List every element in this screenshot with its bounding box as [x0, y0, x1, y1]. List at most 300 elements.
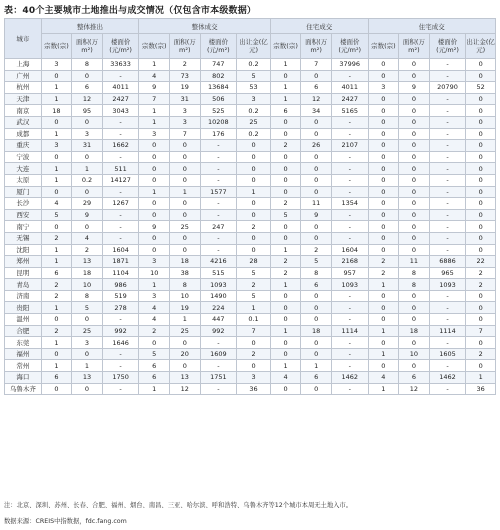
table-cell: 9	[399, 82, 430, 94]
table-cell: -	[102, 232, 139, 244]
table-cell: 0.2	[237, 128, 271, 140]
table-title: 表：40个主要城市土地推出与成交情况（仅包含市本级数据）	[4, 6, 257, 16]
table-cell: 0	[139, 163, 170, 175]
table-cell: 0	[466, 360, 496, 372]
table-cell: 1	[169, 314, 200, 326]
table-cell: 3	[237, 93, 271, 105]
table-cell: 1104	[102, 267, 139, 279]
table-cell: 6	[301, 82, 332, 94]
table-cell: 2107	[331, 140, 368, 152]
table-cell: 13	[169, 372, 200, 384]
table-cell: 0	[466, 314, 496, 326]
table-cell: 525	[200, 105, 237, 117]
table-cell: 1	[41, 302, 72, 314]
table-row	[5, 232, 496, 244]
table-cell: 0	[399, 151, 430, 163]
header-count: 宗数(宗)	[368, 34, 399, 59]
table-cell: 0	[399, 302, 430, 314]
table-cell: 25	[169, 325, 200, 337]
city-cell: 南宁	[5, 221, 42, 233]
table-cell: 5165	[331, 105, 368, 117]
table-cell: -	[200, 140, 237, 152]
table-cell: 0	[270, 221, 301, 233]
city-cell: 沈阳	[5, 244, 42, 256]
table-row	[5, 383, 496, 395]
table-cell: 2	[237, 348, 271, 360]
table-cell: 31	[72, 140, 103, 152]
table-cell: 4	[368, 372, 399, 384]
table-cell: 3	[139, 290, 170, 302]
table-cell: 4011	[331, 82, 368, 94]
table-cell: 5	[72, 302, 103, 314]
table-cell: 7	[169, 128, 200, 140]
table-cell: 1	[270, 244, 301, 256]
table-cell: 2	[466, 267, 496, 279]
table-cell: -	[200, 198, 237, 210]
table-cell: 0	[41, 186, 72, 198]
data-source: 数据来源：CREIS中指数据，fdc.fang.com	[4, 518, 127, 525]
table-cell: 0	[301, 221, 332, 233]
table-cell: 0	[169, 360, 200, 372]
table-cell: 7	[301, 59, 332, 71]
table-cell: 12	[72, 93, 103, 105]
table-cell: -	[200, 360, 237, 372]
table-cell: 0	[466, 290, 496, 302]
table-cell: 802	[200, 70, 237, 82]
table-row	[5, 151, 496, 163]
table-cell: 1354	[331, 198, 368, 210]
table-cell: -	[200, 209, 237, 221]
table-cell: -	[102, 128, 139, 140]
table-cell: 25	[72, 325, 103, 337]
table-cell: 18	[72, 267, 103, 279]
table-cell: 506	[200, 93, 237, 105]
table-cell: 5	[237, 290, 271, 302]
table-cell: 957	[331, 267, 368, 279]
table-cell: 0	[466, 116, 496, 128]
header-area: 面积(万m²)	[72, 34, 103, 59]
table-cell: 0	[399, 360, 430, 372]
table-cell: 4	[139, 302, 170, 314]
table-cell: 1	[237, 302, 271, 314]
table-cell: 0	[466, 209, 496, 221]
table-cell: 2	[41, 279, 72, 291]
city-cell: 贵阳	[5, 302, 42, 314]
table-cell: 447	[200, 314, 237, 326]
table-cell: 4	[41, 198, 72, 210]
table-cell: 0	[466, 105, 496, 117]
table-cell: 0	[72, 186, 103, 198]
table-cell: 0	[169, 198, 200, 210]
table-cell: 0	[466, 163, 496, 175]
table-cell: -	[102, 383, 139, 395]
table-cell: 4216	[200, 256, 237, 268]
table-row	[5, 267, 496, 279]
table-cell: 10	[72, 279, 103, 291]
table-cell: 515	[200, 267, 237, 279]
header-area: 面积(万m²)	[399, 34, 430, 59]
table-cell: 0	[237, 337, 271, 349]
table-cell: 1	[41, 174, 72, 186]
table-cell: 0	[169, 209, 200, 221]
table-cell: 1	[270, 82, 301, 94]
city-cell: 太原	[5, 174, 42, 186]
table-cell: 6	[301, 372, 332, 384]
table-cell: -	[102, 221, 139, 233]
table-cell: 3	[139, 256, 170, 268]
table-cell: 5	[41, 209, 72, 221]
table-cell: 1750	[102, 372, 139, 384]
table-cell: 511	[102, 163, 139, 175]
table-cell: 2	[301, 244, 332, 256]
table-row	[5, 116, 496, 128]
table-cell: 0	[301, 186, 332, 198]
table-cell: -	[200, 232, 237, 244]
table-cell: -	[331, 186, 368, 198]
table-cell: 6	[270, 105, 301, 117]
table-cell: 1609	[200, 348, 237, 360]
table-cell: 1	[139, 116, 170, 128]
table-cell: 1	[41, 256, 72, 268]
table-cell: 8	[399, 279, 430, 291]
table-cell: 0	[139, 140, 170, 152]
table-cell: 6	[139, 360, 170, 372]
table-row	[5, 314, 496, 326]
table-cell: 1093	[429, 279, 466, 291]
table-cell: -	[200, 174, 237, 186]
city-cell: 济南	[5, 290, 42, 302]
table-cell: -	[331, 221, 368, 233]
table-cell: 10	[139, 267, 170, 279]
table-cell: 0	[466, 93, 496, 105]
table-cell: 52	[466, 82, 496, 94]
table-cell: 10	[169, 290, 200, 302]
table-cell: 1	[368, 348, 399, 360]
table-cell: 1	[41, 360, 72, 372]
table-row	[5, 128, 496, 140]
table-cell: -	[429, 174, 466, 186]
table-cell: 0	[237, 174, 271, 186]
table-cell: 0	[41, 70, 72, 82]
table-cell: 1	[139, 59, 170, 71]
table-cell: 0.2	[72, 174, 103, 186]
table-cell: 1	[270, 93, 301, 105]
table-cell: 34	[301, 105, 332, 117]
table-body	[5, 59, 496, 395]
table-cell: -	[429, 140, 466, 152]
header-floor-price: 楼面价(元/m²)	[102, 34, 139, 59]
table-cell: 1490	[200, 290, 237, 302]
table-cell: 0	[270, 337, 301, 349]
table-cell: -	[429, 59, 466, 71]
table-cell: 519	[102, 290, 139, 302]
table-cell: 1	[41, 93, 72, 105]
city-cell: 广州	[5, 70, 42, 82]
table-cell: 0	[237, 244, 271, 256]
table-cell: 0	[368, 151, 399, 163]
table-cell: 0	[41, 116, 72, 128]
table-cell: 2	[270, 256, 301, 268]
header-group-row	[5, 19, 496, 34]
table-cell: 1604	[102, 244, 139, 256]
table-cell: 3	[169, 116, 200, 128]
table-cell: 0	[41, 151, 72, 163]
table-cell: 6	[41, 372, 72, 384]
table-cell: 247	[200, 221, 237, 233]
table-cell: 5	[237, 70, 271, 82]
table-cell: -	[429, 209, 466, 221]
table-cell: 1751	[200, 372, 237, 384]
header-floor-price: 楼面价(元/m²)	[429, 34, 466, 59]
table-cell: 1	[237, 186, 271, 198]
table-cell: -	[331, 383, 368, 395]
city-cell: 武汉	[5, 116, 42, 128]
table-cell: 1	[139, 105, 170, 117]
table-cell: 2	[270, 140, 301, 152]
table-cell: 4	[139, 70, 170, 82]
table-cell: 1871	[102, 256, 139, 268]
table-cell: 95	[72, 105, 103, 117]
table-cell: 2	[368, 267, 399, 279]
table-cell: 0	[169, 174, 200, 186]
table-cell: -	[331, 151, 368, 163]
table-cell: 1	[41, 163, 72, 175]
table-cell: 0	[466, 174, 496, 186]
table-cell: 4	[270, 372, 301, 384]
city-cell: 大连	[5, 163, 42, 175]
header-group-residential-deal: 住宅成交	[270, 19, 368, 34]
table-cell: -	[102, 151, 139, 163]
table-cell: 0	[466, 128, 496, 140]
table-cell: 1	[139, 186, 170, 198]
table-row	[5, 325, 496, 337]
city-cell: 青岛	[5, 279, 42, 291]
table-cell: 0	[270, 128, 301, 140]
table-cell: 0	[368, 186, 399, 198]
table-cell: 0	[301, 163, 332, 175]
city-cell: 常州	[5, 360, 42, 372]
table-cell: -	[429, 232, 466, 244]
table-cell: 7	[237, 325, 271, 337]
table-cell: 0	[466, 186, 496, 198]
table-cell: 0	[139, 232, 170, 244]
table-cell: 36	[237, 383, 271, 395]
table-cell: -	[429, 105, 466, 117]
table-cell: 5	[270, 209, 301, 221]
table-cell: 6	[399, 372, 430, 384]
table-cell: 2427	[102, 93, 139, 105]
table-cell: 0	[301, 337, 332, 349]
table-cell: -	[102, 209, 139, 221]
table-cell: 8	[301, 267, 332, 279]
table-cell: 986	[102, 279, 139, 291]
table-cell: 2	[41, 290, 72, 302]
table-cell: 18	[399, 325, 430, 337]
table-cell: 3	[41, 59, 72, 71]
table-cell: 13684	[200, 82, 237, 94]
table-cell: 0	[399, 93, 430, 105]
table-cell: 3	[237, 372, 271, 384]
table-cell: -	[429, 70, 466, 82]
table-cell: 0	[466, 198, 496, 210]
table-cell: 1	[368, 325, 399, 337]
table-cell: 4011	[102, 82, 139, 94]
table-cell: 0	[368, 302, 399, 314]
table-row	[5, 348, 496, 360]
city-cell: 杭州	[5, 82, 42, 94]
table-cell: 0	[270, 314, 301, 326]
table-cell: 5	[139, 348, 170, 360]
table-cell: 0	[139, 244, 170, 256]
table-cell: 0	[399, 221, 430, 233]
table-cell: 0	[399, 128, 430, 140]
table-cell: 22	[466, 256, 496, 268]
table-cell: 0	[399, 314, 430, 326]
table-cell: 0	[41, 221, 72, 233]
table-row	[5, 70, 496, 82]
table-cell: 0	[270, 174, 301, 186]
table-cell: 1	[41, 337, 72, 349]
table-cell: 0	[399, 70, 430, 82]
table-cell: 19	[169, 302, 200, 314]
table-cell: 0	[270, 163, 301, 175]
city-cell: 海口	[5, 372, 42, 384]
table-cell: 0	[399, 337, 430, 349]
city-cell: 合肥	[5, 325, 42, 337]
table-cell: 0	[301, 314, 332, 326]
table-cell: -	[429, 244, 466, 256]
table-cell: 0	[301, 290, 332, 302]
table-cell: 1462	[429, 372, 466, 384]
table-row	[5, 244, 496, 256]
table-cell: -	[429, 221, 466, 233]
table-cell: -	[102, 186, 139, 198]
table-cell: 1114	[429, 325, 466, 337]
city-cell: 重庆	[5, 140, 42, 152]
table-cell: 0	[270, 151, 301, 163]
table-cell: 0	[368, 105, 399, 117]
table-cell: 0	[301, 302, 332, 314]
table-cell: 0	[368, 337, 399, 349]
city-cell: 乌鲁木齐	[5, 383, 42, 395]
table-cell: 0	[368, 174, 399, 186]
table-cell: 26	[301, 140, 332, 152]
table-cell: 0	[466, 59, 496, 71]
table-cell: 8	[169, 279, 200, 291]
table-cell: 0	[368, 198, 399, 210]
table-cell: 2	[270, 198, 301, 210]
table-cell: 0	[399, 59, 430, 71]
table-cell: 0	[368, 70, 399, 82]
table-cell: 1093	[331, 279, 368, 291]
table-cell: 0	[368, 314, 399, 326]
table-cell: 0	[399, 290, 430, 302]
table-cell: -	[331, 116, 368, 128]
table-cell: 2	[466, 348, 496, 360]
table-cell: 13	[72, 256, 103, 268]
city-cell: 东莞	[5, 337, 42, 349]
table-cell: 1	[41, 128, 72, 140]
table-cell: -	[331, 174, 368, 186]
table-cell: 0	[72, 383, 103, 395]
table-cell: -	[200, 151, 237, 163]
table-row	[5, 209, 496, 221]
table-cell: 0	[466, 232, 496, 244]
table-cell: 4	[72, 232, 103, 244]
table-cell: 13	[72, 372, 103, 384]
table-cell: 1	[270, 325, 301, 337]
city-cell: 温州	[5, 314, 42, 326]
table-cell: 28	[237, 256, 271, 268]
table-cell: 0	[301, 232, 332, 244]
table-cell: -	[331, 302, 368, 314]
header-city: 城市	[5, 19, 42, 59]
table-cell: 1577	[200, 186, 237, 198]
table-cell: 1	[139, 279, 170, 291]
table-row	[5, 279, 496, 291]
table-cell: 0.2	[237, 59, 271, 71]
table-cell: 0	[270, 116, 301, 128]
table-cell: 0	[139, 198, 170, 210]
city-cell: 长沙	[5, 198, 42, 210]
table-cell: -	[331, 290, 368, 302]
table-cell: 3	[41, 140, 72, 152]
table-cell: 0	[466, 140, 496, 152]
table-cell: 1	[270, 279, 301, 291]
header-floor-price: 楼面价(元/m²)	[331, 34, 368, 59]
table-cell: 31	[169, 93, 200, 105]
table-cell: 2	[270, 267, 301, 279]
table-cell: 2	[41, 325, 72, 337]
table-cell: 2	[466, 279, 496, 291]
table-cell: 1	[72, 163, 103, 175]
table-cell: -	[102, 314, 139, 326]
table-cell: 0	[270, 232, 301, 244]
table-cell: 1093	[200, 279, 237, 291]
table-cell: 992	[200, 325, 237, 337]
table-cell: 0	[368, 59, 399, 71]
table-cell: -	[200, 244, 237, 256]
table-cell: 6	[139, 372, 170, 384]
table-cell: 53	[237, 82, 271, 94]
table-cell: -	[331, 163, 368, 175]
table-cell: -	[331, 337, 368, 349]
table-cell: 2168	[331, 256, 368, 268]
table-cell: 1	[368, 383, 399, 395]
table-cell: 0	[368, 163, 399, 175]
table-cell: -	[429, 337, 466, 349]
table-cell: 0	[72, 116, 103, 128]
table-cell: 0	[466, 337, 496, 349]
table-cell: 0	[399, 174, 430, 186]
table-cell: 29	[72, 198, 103, 210]
table-cell: 0	[399, 244, 430, 256]
table-cell: 19	[169, 82, 200, 94]
table-cell: 0	[270, 302, 301, 314]
table-row	[5, 186, 496, 198]
table-cell: 0	[301, 383, 332, 395]
table-cell: 0	[368, 93, 399, 105]
table-cell: 0	[139, 151, 170, 163]
table-cell: 9	[139, 82, 170, 94]
table-cell: 3	[368, 82, 399, 94]
table-cell: 1	[169, 186, 200, 198]
table-cell: 0	[466, 302, 496, 314]
table-cell: -	[102, 116, 139, 128]
table-cell: 2427	[331, 93, 368, 105]
table-cell: 0	[270, 70, 301, 82]
table-cell: -	[331, 360, 368, 372]
